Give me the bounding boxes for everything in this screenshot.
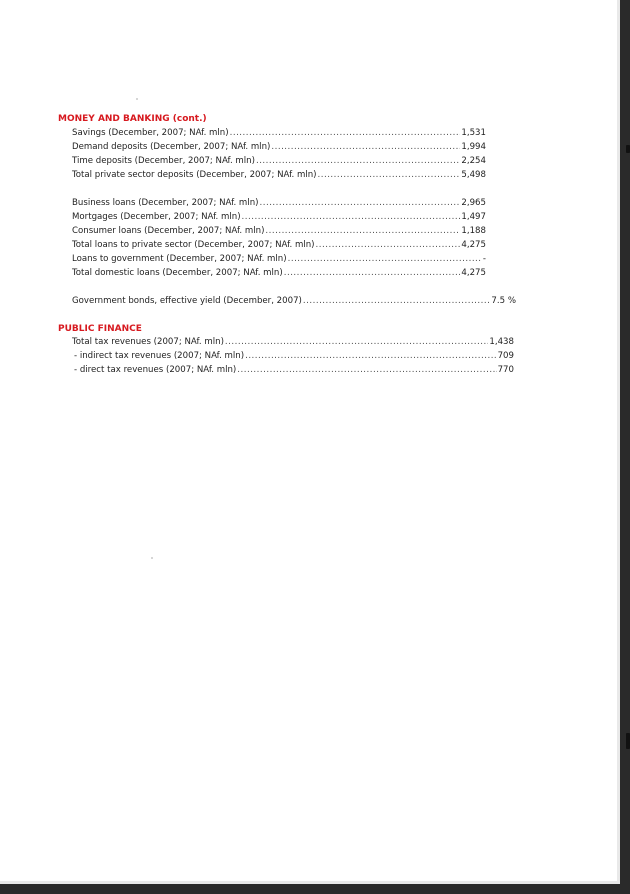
row-demand-deposits [72, 142, 486, 155]
row-total-private-sector-deposits [72, 170, 486, 183]
row-value: 2,965 [461, 198, 486, 208]
row-consumer-loans [72, 226, 486, 239]
row-label: Consumer loans (December, 2007; NAf. mln) [72, 226, 265, 236]
paper-speck [136, 98, 138, 100]
row-value: 4,275 [461, 240, 486, 250]
row-label: Demand deposits (December, 2007; NAf. mln) [72, 142, 271, 152]
row-label: Time deposits (December, 2007; NAf. mln) [72, 156, 255, 166]
row-total-tax-revenues [72, 337, 514, 350]
dot-leader [316, 240, 461, 250]
row-value: 1,497 [461, 212, 486, 222]
dot-leader [260, 198, 461, 208]
dot-leader [271, 142, 460, 152]
row-label: Mortgages (December, 2007; NAf. mln) [72, 212, 241, 222]
row-label: Total domestic loans (December, 2007; NAf. mln) [72, 268, 283, 278]
row-label: Total private sector deposits (December, 2007; NAf. mln) [72, 170, 317, 180]
row-savings [72, 128, 486, 141]
dot-leader [225, 337, 488, 347]
row-value: 709 [497, 351, 514, 361]
row-label: - indirect tax revenues (2007; NAf. mln) [74, 351, 245, 361]
row-label: Government bonds, effective yield (December, 2007) [72, 296, 302, 306]
row-label: Loans to government (December, 2007; NAf. mln) [72, 254, 287, 264]
row-label: Total loans to private sector (December, 2007; NAf. mln) [72, 240, 315, 250]
page-edge-mark [626, 733, 630, 749]
row-value: 1,994 [461, 142, 486, 152]
row-direct-tax-revenues [74, 365, 514, 378]
row-value: 7.5 % [491, 296, 516, 306]
row-mortgages [72, 212, 486, 225]
dot-leader [245, 351, 497, 361]
row-value: 770 [497, 365, 514, 375]
dot-leader [303, 296, 491, 306]
dot-leader [288, 254, 482, 264]
row-value: - [482, 254, 486, 264]
section-title-public-finance: PUBLIC FINANCE [58, 324, 142, 334]
row-label: - direct tax revenues (2007; NAf. mln) [74, 365, 237, 375]
dot-leader [242, 212, 461, 222]
row-label: Total tax revenues (2007; NAf. mln) [72, 337, 224, 347]
row-value: 1,531 [461, 128, 486, 138]
dot-leader [237, 365, 496, 375]
row-total-domestic-loans [72, 268, 486, 281]
row-loans-to-government [72, 254, 486, 267]
row-total-loans-private-sector [72, 240, 486, 253]
row-label: Savings (December, 2007; NAf. mln) [72, 128, 229, 138]
section-title-money-banking: MONEY AND BANKING (cont.) [58, 114, 207, 124]
row-time-deposits [72, 156, 486, 169]
row-government-bonds-yield [72, 296, 516, 309]
dot-leader [318, 170, 461, 180]
row-value: 1,188 [461, 226, 486, 236]
row-indirect-tax-revenues [74, 351, 514, 364]
row-value: 2,254 [461, 156, 486, 166]
row-value: 5,498 [461, 170, 486, 180]
page-edge-mark [626, 145, 630, 153]
row-business-loans [72, 198, 486, 211]
dot-leader [256, 156, 460, 166]
paper-speck [151, 557, 153, 559]
dot-leader [284, 268, 461, 278]
dot-leader [230, 128, 461, 138]
row-value: 1,438 [489, 337, 514, 347]
row-label: Business loans (December, 2007; NAf. mln) [72, 198, 259, 208]
row-value: 4,275 [461, 268, 486, 278]
dot-leader [265, 226, 460, 236]
